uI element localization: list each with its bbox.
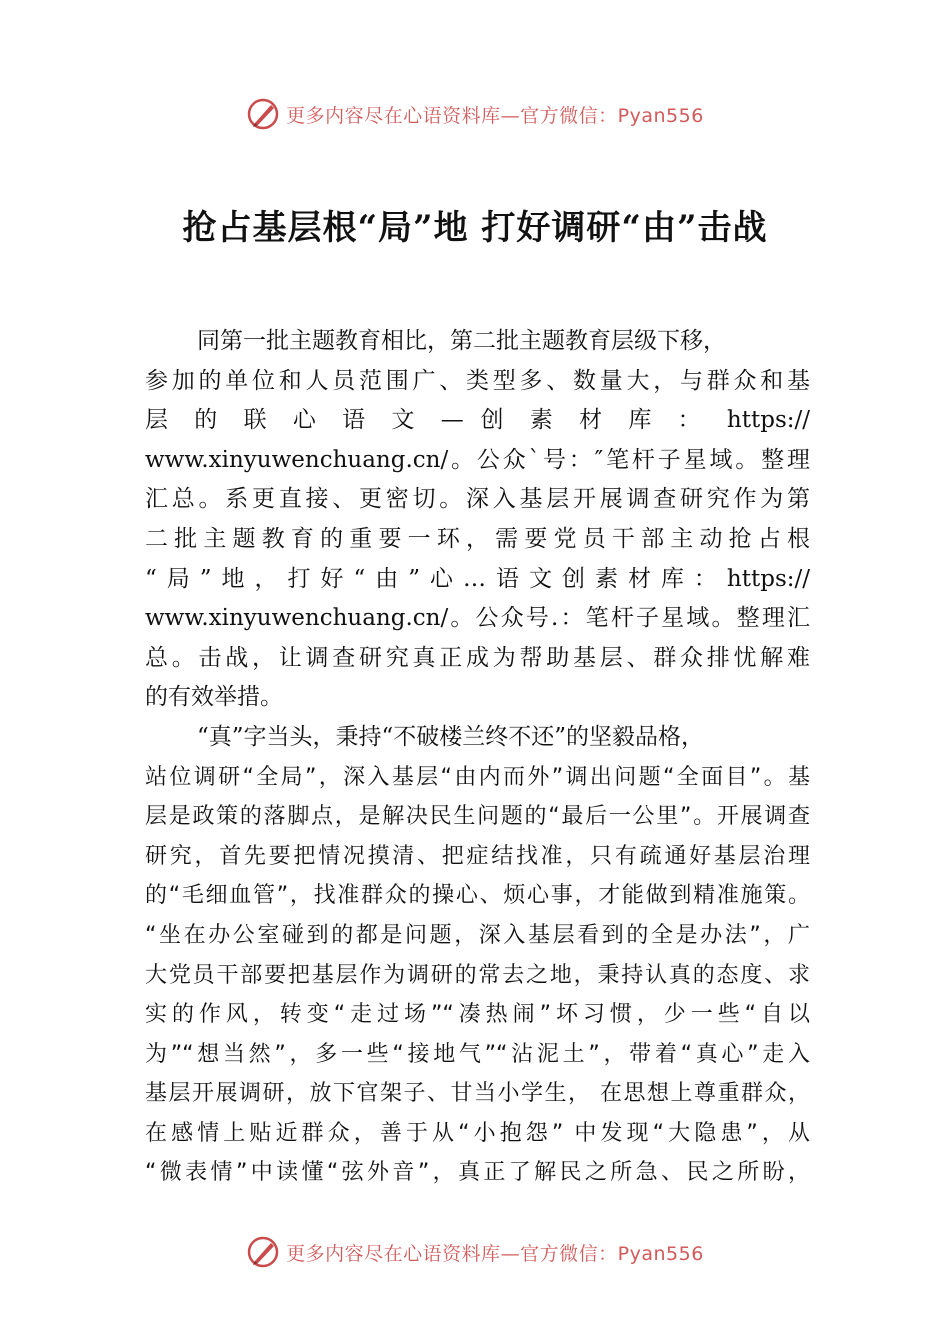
text-line: 实的作风，转变“走过场”“凑热闹”坏习惯，少一些“自以 — [145, 1002, 810, 1028]
text-line: 的“毛细血管”，找准群众的操心、烦心事，才能做到精准施策。 — [145, 883, 810, 909]
watermark-text: 更多内容尽在心语资料库—官方微信：Pyan556 — [286, 104, 704, 127]
text-line: 汇总。系更直接、更密切。深入基层开展调查研究作为第 — [145, 486, 810, 513]
text-line: 层 的 联 心 语 文 — 创 素 材 库 ： https:// — [145, 407, 810, 434]
text-line: 基层开展调研，放下官架子、甘当小学生， 在思想上尊重群众， — [145, 1081, 810, 1107]
text-line: 二批主题教育的重要一环，需要党员干部主动抢占根 — [145, 525, 810, 552]
article-body — [145, 322, 810, 1193]
text-line: 层是政策的落脚点，是解决民生问题的“最后一公里”。开展调查 — [145, 804, 810, 830]
text-line: “局”地，打好“由”心…语文创素材库：https:// — [145, 565, 810, 592]
pen-logo-icon — [246, 97, 280, 131]
text-line: “真”字当头，秉持“不破楼兰终不还”的坚毅品格， — [197, 723, 705, 750]
text-line: 站位调研“全局”，深入基层“由内而外”调出问题“全面目”。基 — [145, 764, 810, 790]
pen-logo-icon — [246, 1235, 280, 1269]
text-line: 在感情上贴近群众，善于从“小抱怨” 中发现“大隐患”，从 — [145, 1120, 810, 1146]
text-line: 大党员干部要把基层作为调研的常去之地，秉持认真的态度、求 — [145, 962, 810, 988]
page-title: 抢占基层根“局”地 打好调研“由”击战 — [182, 208, 768, 248]
text-line: 同第一批主题教育相比，第二批主题教育层级下移， — [197, 328, 726, 354]
watermark-wechat-id: Pyan556 — [617, 1242, 704, 1265]
header-watermark — [0, 96, 950, 132]
text-line: “微表情”中读懂“弦外音”，真正了解民之所急、民之所盼， — [145, 1160, 810, 1186]
text-line: www.xinyuwenchuang.cn/。公众`号：″笔杆子星域。整理 — [145, 446, 810, 473]
text-line: 研究，首先要把情况摸清、把症结找准，只有疏通好基层治理 — [145, 843, 810, 869]
text-line: 总。击战，让调查研究真正成为帮助基层、群众排忧解难 — [145, 644, 810, 671]
text-line: 为”“想当然”，多一些“接地气”“沾泥土”，带着“真心”走入 — [145, 1041, 810, 1067]
text-line: 的有效举措。 — [145, 684, 283, 711]
text-line: “坐在办公室碰到的都是问题，深入基层看到的全是办法”，广 — [145, 922, 810, 948]
watermark-text: 更多内容尽在心语资料库—官方微信：Pyan556 — [286, 1242, 704, 1265]
text-line: www.xinyuwenchuang.cn/。公众号.：笔杆子星域。整理汇 — [145, 605, 810, 632]
text-line: 参加的单位和人员范围广、类型多、数量大，与群众和基 — [145, 367, 810, 394]
watermark-wechat-id: Pyan556 — [617, 104, 704, 127]
footer-watermark — [0, 1234, 950, 1270]
